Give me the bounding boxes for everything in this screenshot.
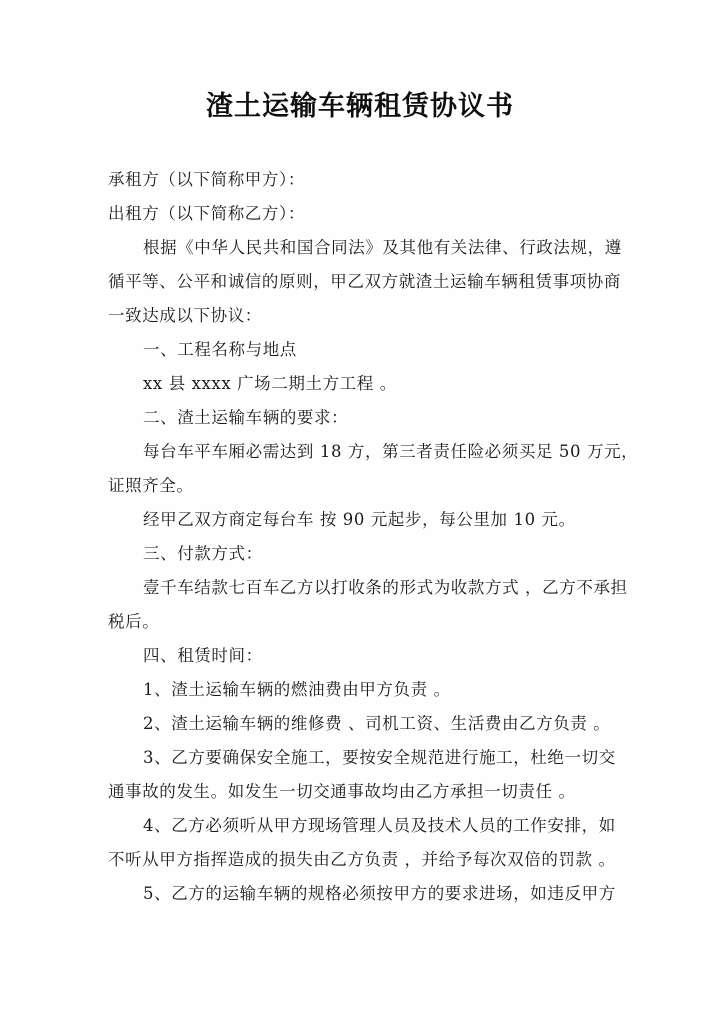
preamble-line-1: 根据《中华人民共和国合同法》及其他有关法律、行政法规，遵 (143, 238, 622, 257)
section-2-heading: 二、渣土运输车辆的要求： (143, 408, 349, 427)
section-3-body-line-1: 壹千车结款七百车乙方以打收条的形式为收款方式 ，乙方不承担 (143, 578, 628, 597)
clause-3-line-2: 通事故的发生。如发生一切交通事故均由乙方承担一切责任 。 (108, 782, 576, 801)
section-2-body-line-1: 每台车平车厢必需达到 18 方，第三者责任险必须买足 50 万元， (143, 442, 639, 461)
clause-3-line-1: 3、乙方要确保安全施工，要按安全规范进行施工，杜绝一切交 (143, 748, 616, 767)
lessor-line: 出租方（以下简称乙方）： (108, 204, 305, 223)
section-2-body-line-2: 证照齐全。 (108, 476, 194, 495)
clause-4-line-1: 4、乙方必须听从甲方现场管理人员及技术人员的工作安排，如 (143, 816, 616, 835)
document-body (108, 163, 639, 911)
section-3-heading: 三、付款方式： (143, 544, 263, 563)
section-4-heading: 四、租赁时间： (143, 646, 263, 665)
preamble-line-3: 一致达成以下协议： (108, 306, 262, 325)
section-1-body: xx 县 xxxx 广场二期土方工程 。 (143, 374, 397, 393)
clause-1: 1、渣土运输车辆的燃油费由甲方负责 。 (143, 680, 451, 699)
clause-4-line-2: 不听从甲方指挥造成的损失由乙方负责 ，并给予每次双倍的罚款 。 (108, 850, 616, 869)
section-3-body-line-2: 税后。 (108, 612, 160, 631)
preamble-line-2: 循平等、公平和诚信的原则，甲乙双方就渣土运输车辆租赁事项协商 (108, 272, 621, 291)
section-1-heading: 一、工程名称与地点 (143, 340, 297, 359)
clause-2: 2、渣土运输车辆的维修费 、司机工资、生活费由乙方负责 。 (143, 714, 611, 733)
lessee-line: 承租方（以下简称甲方）： (108, 170, 305, 189)
clause-5-line-1: 5、乙方的运输车辆的规格必须按甲方的要求进场，如违反甲方 (143, 884, 616, 903)
document-title: 渣土运输车辆租赁协议书 (206, 91, 514, 122)
section-2-pricing: 经甲乙双方商定每台车 按 90 元起步，每公里加 10 元。 (143, 510, 576, 529)
